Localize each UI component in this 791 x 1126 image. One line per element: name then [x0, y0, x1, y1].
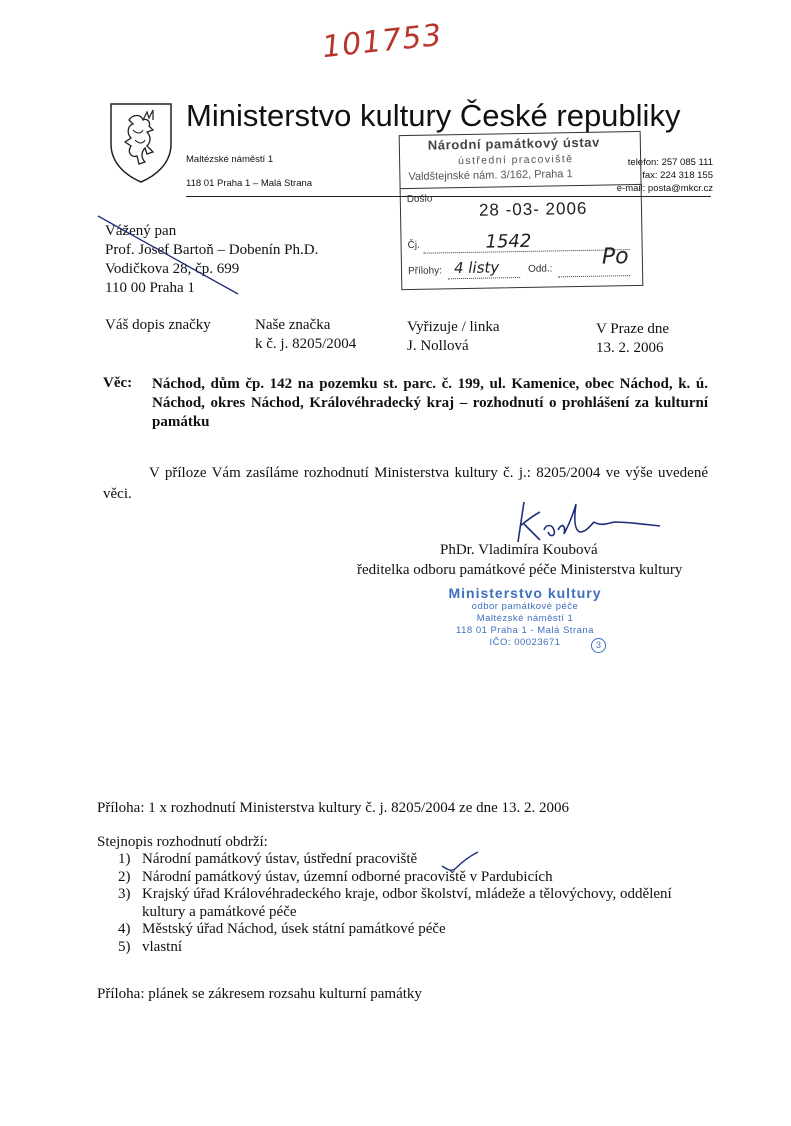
handwritten-checkmark — [440, 850, 480, 874]
email: e-mail: posta@mkcr.cz — [616, 183, 713, 194]
signatory-name: PhDr. Vladimíra Koubová — [440, 542, 598, 558]
stamp-received-label: Došlo — [406, 193, 433, 205]
attachment-note: Příloha: 1 x rozhodnutí Ministerstva kultury č. j. 8205/2004 ze dne 13. 2. 2006 — [97, 800, 570, 816]
handled-by-value: J. Nollová — [407, 338, 469, 354]
recipient-city: 110 00 Praha 1 — [105, 280, 195, 296]
our-ref-value: k č. j. 8205/2004 — [255, 336, 357, 352]
official-stamp-number: 3 — [591, 638, 606, 653]
our-ref-label: Naše značka — [255, 317, 331, 333]
official-stamp-line2: odbor památkové péče — [471, 601, 579, 612]
address-strike-line — [96, 214, 246, 296]
handled-by-label: Vyřizuje / linka — [407, 319, 500, 335]
official-stamp — [430, 585, 620, 649]
list-number: 2) — [118, 868, 131, 885]
receipt-stamp — [399, 131, 644, 290]
signatory-title: ředitelka odboru památkové péče Ministerstva kultury — [357, 562, 683, 578]
stamp-attachments-handwritten: 4 listy — [453, 258, 500, 278]
list-text: Krajský úřad Královéhradeckého kraje, odbor školství, mládeže a tělovýchovy, oddělení kultury a památkové péče — [142, 886, 672, 920]
official-stamp-line4: 118 01 Praha 1 - Malá Strana — [456, 625, 594, 636]
body-paragraph: V příloze Vám zasíláme rozhodnutí Ministerstva kultury č. j.: 8205/2004 ve výše uvedené věci. — [103, 465, 708, 502]
distribution-heading: Stejnopis rozhodnutí obdrží: — [97, 834, 268, 850]
list-number: 1) — [118, 851, 131, 867]
stamp-dept-label: Odd.: — [527, 263, 553, 275]
fax: fax: 224 318 155 — [642, 170, 713, 181]
recipient-salutation: Vážený pan — [105, 223, 177, 239]
stamp-ref-handwritten: 1542 — [485, 230, 532, 253]
stamp-dept-dotline — [558, 274, 630, 277]
official-stamp-line5: IČO: 00023671 — [489, 637, 561, 648]
letter-date: 13. 2. 2006 — [596, 340, 664, 356]
list-item — [118, 869, 682, 887]
subject-label: Věc: — [103, 375, 133, 391]
stamp-ref-label: Čj. — [407, 239, 420, 251]
list-item — [118, 851, 682, 869]
list-item — [118, 886, 682, 921]
official-stamp-line1: Ministerstvo kultury — [448, 585, 602, 601]
stamp-address: Valdštejnské nám. 3/162, Praha 1 — [408, 168, 573, 183]
list-text: Národní památkový ústav, územní odborné pracoviště v Pardubicích — [142, 868, 553, 885]
stamp-department: ústřední pracoviště — [458, 153, 574, 168]
list-text: vlastní — [142, 938, 182, 955]
handwritten-signature — [510, 496, 670, 546]
recipient-street: Vodičkova 28, čp. 699 — [105, 261, 240, 277]
stamp-received-date: 28 -03- 2006 — [478, 198, 588, 220]
place-date-label: V Praze dne — [596, 321, 670, 337]
ministry-address-line1: Maltézské náměstí 1 — [186, 154, 274, 165]
your-letter-label: Váš dopis značky — [105, 317, 211, 333]
list-text: Národní památkový ústav, ústřední pracoviště — [142, 851, 418, 867]
ministry-address-line2: 118 01 Praha 1 – Malá Strana — [186, 178, 313, 189]
ministry-name: Ministerstvo kultury České republiky — [186, 98, 681, 133]
subject-text: Náchod, dům čp. 142 na pozemku st. parc. č. 199, ul. Kamenice, obec Náchod, k. ú. Náchod, okres Náchod, Královéhradecký kraj – rozhodnutí o prohlášení za kulturní památku — [152, 376, 708, 430]
recipient-name: Prof. Josef Bartoň – Dobenín Ph.D. — [105, 242, 319, 258]
distribution-list — [118, 851, 682, 957]
list-number: 3) — [118, 886, 131, 903]
list-item — [118, 921, 682, 939]
list-number: 4) — [118, 921, 131, 938]
list-number: 5) — [118, 938, 131, 955]
list-text: Městský úřad Náchod, úsek státní památkové péče — [142, 921, 446, 938]
stamp-divider — [401, 184, 641, 189]
stamp-attachments-label: Přílohy: — [407, 265, 443, 277]
coat-of-arms-icon — [107, 100, 175, 184]
handwritten-registration-number: 101753 — [320, 17, 445, 66]
official-stamp-line3: Maltézské náměstí 1 — [476, 613, 574, 624]
phone: telefon: 257 085 111 — [627, 157, 713, 168]
stamp-institution: Národní památkový ústav — [427, 134, 600, 153]
plan-note: Příloha: plánek se zákresem rozsahu kulturní památky — [97, 986, 422, 1002]
list-item — [118, 939, 682, 957]
stamp-initials-handwritten: Po — [601, 244, 629, 270]
